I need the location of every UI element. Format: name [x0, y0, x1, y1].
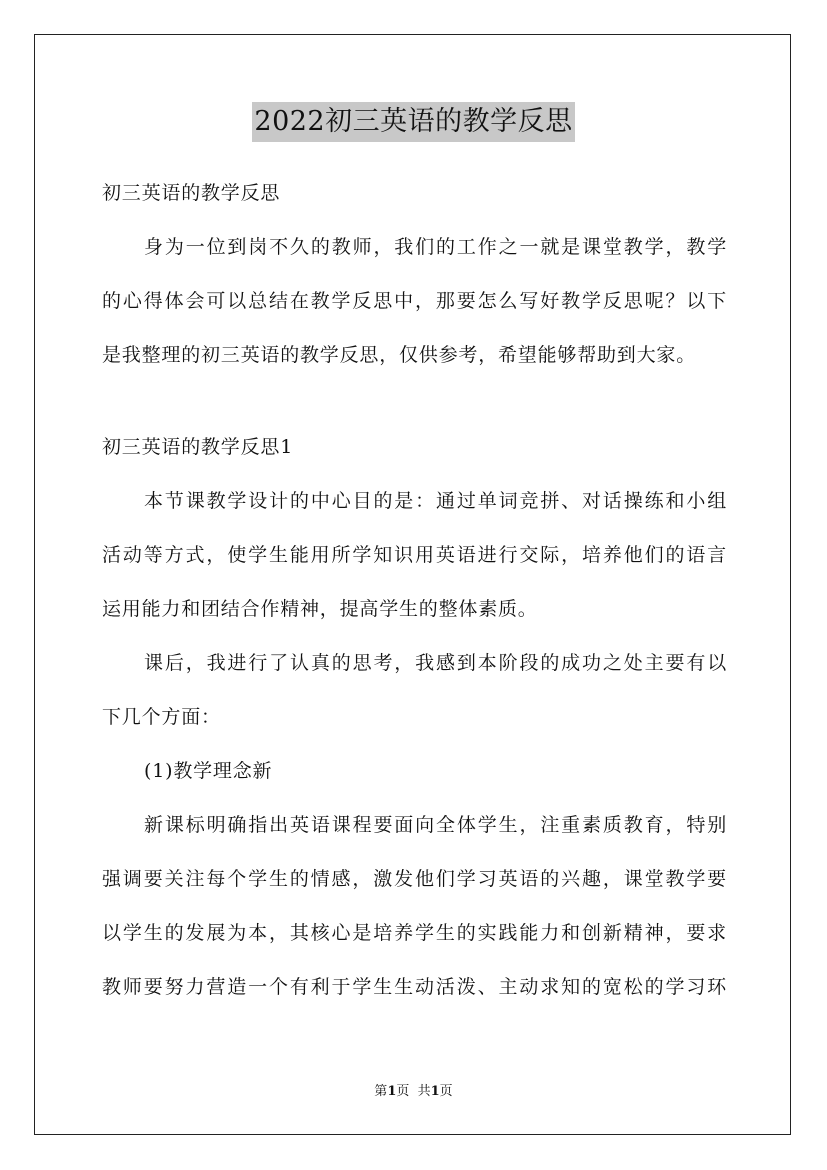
footer-page-suffix: 页 [439, 1084, 453, 1099]
para1-line-3: 运用能力和团结合作精神，提高学生的整体素质。 [102, 598, 538, 620]
para3-line-2: 强调要关注每个学生的情感，激发他们学习英语的兴趣，课堂教学要 [102, 868, 727, 890]
section-heading: 初三英语的教学反思1 [102, 436, 294, 458]
para3-line-4: 教师要努力营造一个有利于学生生动活泼、主动求知的宽松的学习环 [102, 976, 727, 998]
para3-line-3: 以学生的发展为本，其核心是培养学生的实践能力和创新精神，要求 [102, 922, 727, 944]
footer-page-total: 1 [430, 1084, 440, 1099]
point-1-heading: (1)教学理念新 [144, 760, 273, 782]
intro-line-1: 身为一位到岗不久的教师，我们的工作之一就是课堂教学，教学 [144, 236, 727, 258]
footer-page-mid: 页 共 [396, 1084, 431, 1099]
document-body [102, 175, 727, 1005]
document-subtitle: 初三英语的教学反思 [102, 182, 281, 204]
footer-page-prefix: 第 [374, 1084, 388, 1099]
document-title: 2022初三英语的教学反思 [252, 102, 574, 142]
para2-line-2: 下几个方面： [102, 706, 221, 728]
intro-line-2: 的心得体会可以总结在教学反思中，那要怎么写好教学反思呢？以下 [102, 290, 727, 312]
para3-line-1: 新课标明确指出英语课程要面向全体学生，注重素质教育，特别 [144, 814, 727, 836]
title-container [0, 102, 827, 142]
intro-line-3: 是我整理的初三英语的教学反思，仅供参考，希望能够帮助到大家。 [102, 344, 697, 366]
footer-page-current: 1 [387, 1084, 397, 1099]
para1-line-1: 本节课教学设计的中心目的是：通过单词竞拼、对话操练和小组 [144, 490, 727, 512]
page-footer [0, 1080, 827, 1099]
para1-line-2: 活动等方式，使学生能用所学知识用英语进行交际，培养他们的语言 [102, 544, 727, 566]
para2-line-1: 课后，我进行了认真的思考，我感到本阶段的成功之处主要有以 [144, 652, 727, 674]
